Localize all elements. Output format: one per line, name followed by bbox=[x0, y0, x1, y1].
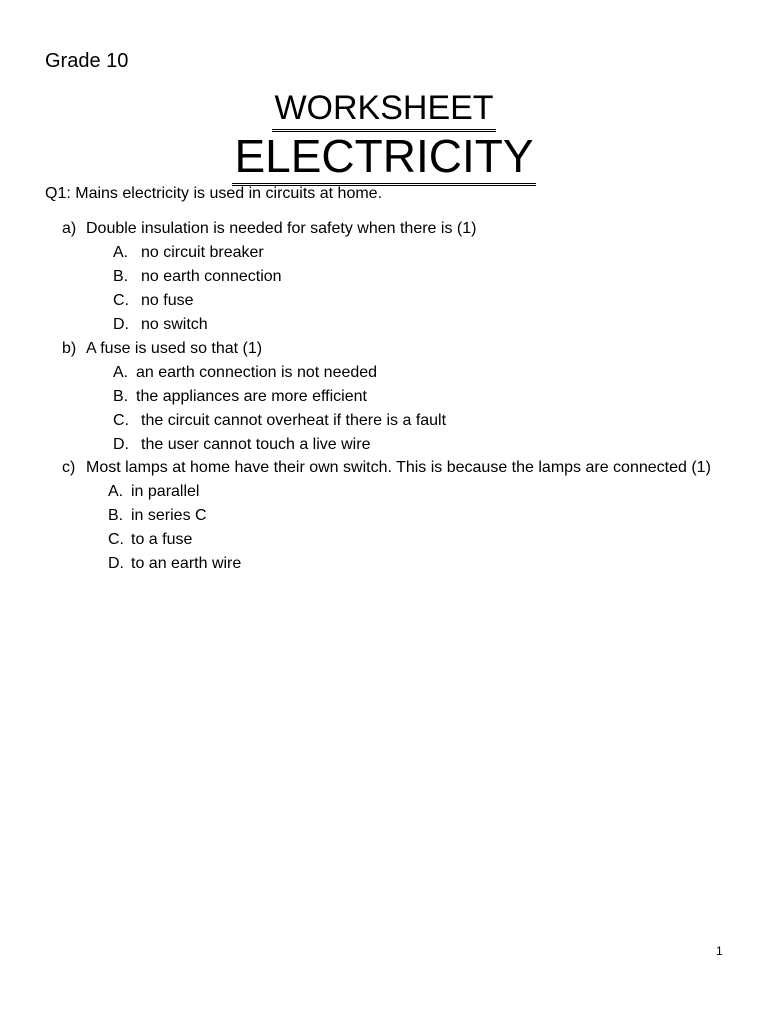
option-b-D bbox=[113, 435, 370, 455]
option-text: the circuit cannot overheat if there is a fault bbox=[141, 412, 447, 429]
option-text: in parallel bbox=[131, 483, 200, 500]
option-c-A bbox=[108, 482, 199, 502]
option-letter: D. bbox=[113, 436, 129, 453]
option-c-C bbox=[108, 530, 192, 550]
page-number: 1 bbox=[716, 944, 723, 958]
question-part-c bbox=[62, 458, 711, 478]
part-c-text: Most lamps at home have their own switch. This is because the lamps are connected (1) bbox=[86, 459, 711, 476]
electricity-title: ELECTRICITY bbox=[232, 130, 535, 186]
option-a-A bbox=[113, 243, 264, 263]
part-b-label: b) bbox=[62, 340, 77, 357]
option-letter: C. bbox=[113, 292, 129, 309]
option-letter: B. bbox=[108, 507, 124, 524]
grade-label: Grade 10 bbox=[45, 50, 129, 72]
question-part-b bbox=[62, 339, 262, 359]
option-text: the appliances are more efficient bbox=[136, 388, 367, 405]
worksheet-title: WORKSHEET bbox=[272, 88, 495, 132]
option-b-B bbox=[113, 387, 367, 407]
option-c-D bbox=[108, 554, 241, 574]
worksheet-title-container bbox=[0, 88, 768, 132]
option-text: no switch bbox=[141, 316, 208, 333]
option-c-B bbox=[108, 506, 207, 526]
part-b-text: A fuse is used so that (1) bbox=[86, 340, 263, 357]
option-text: the user cannot touch a live wire bbox=[141, 436, 371, 453]
option-text: no circuit breaker bbox=[141, 244, 264, 261]
question-part-a bbox=[62, 219, 476, 239]
option-letter: C. bbox=[108, 531, 124, 548]
option-b-C bbox=[113, 411, 446, 431]
option-text: in series C bbox=[131, 507, 207, 524]
option-letter: D. bbox=[108, 555, 124, 572]
option-a-C bbox=[113, 291, 193, 311]
part-a-text: Double insulation is needed for safety when there is (1) bbox=[86, 220, 477, 237]
question-1-prompt: Q1: Mains electricity is used in circuits at home. bbox=[45, 185, 383, 202]
option-text: to a fuse bbox=[131, 531, 193, 548]
option-text: no fuse bbox=[141, 292, 194, 309]
option-letter: B. bbox=[113, 268, 129, 285]
part-c-label: c) bbox=[62, 459, 76, 476]
option-text: no earth connection bbox=[141, 268, 282, 285]
option-letter: B. bbox=[113, 388, 129, 405]
option-a-D bbox=[113, 315, 208, 335]
option-a-B bbox=[113, 267, 282, 287]
part-a-label: a) bbox=[62, 220, 77, 237]
option-text: an earth connection is not needed bbox=[136, 364, 378, 381]
option-letter: A. bbox=[113, 364, 129, 381]
option-letter: A. bbox=[113, 244, 129, 261]
option-text: to an earth wire bbox=[131, 555, 242, 572]
option-letter: C. bbox=[113, 412, 129, 429]
electricity-title-container bbox=[0, 130, 768, 186]
option-letter: D. bbox=[113, 316, 129, 333]
option-b-A bbox=[113, 363, 377, 383]
option-letter: A. bbox=[108, 483, 124, 500]
